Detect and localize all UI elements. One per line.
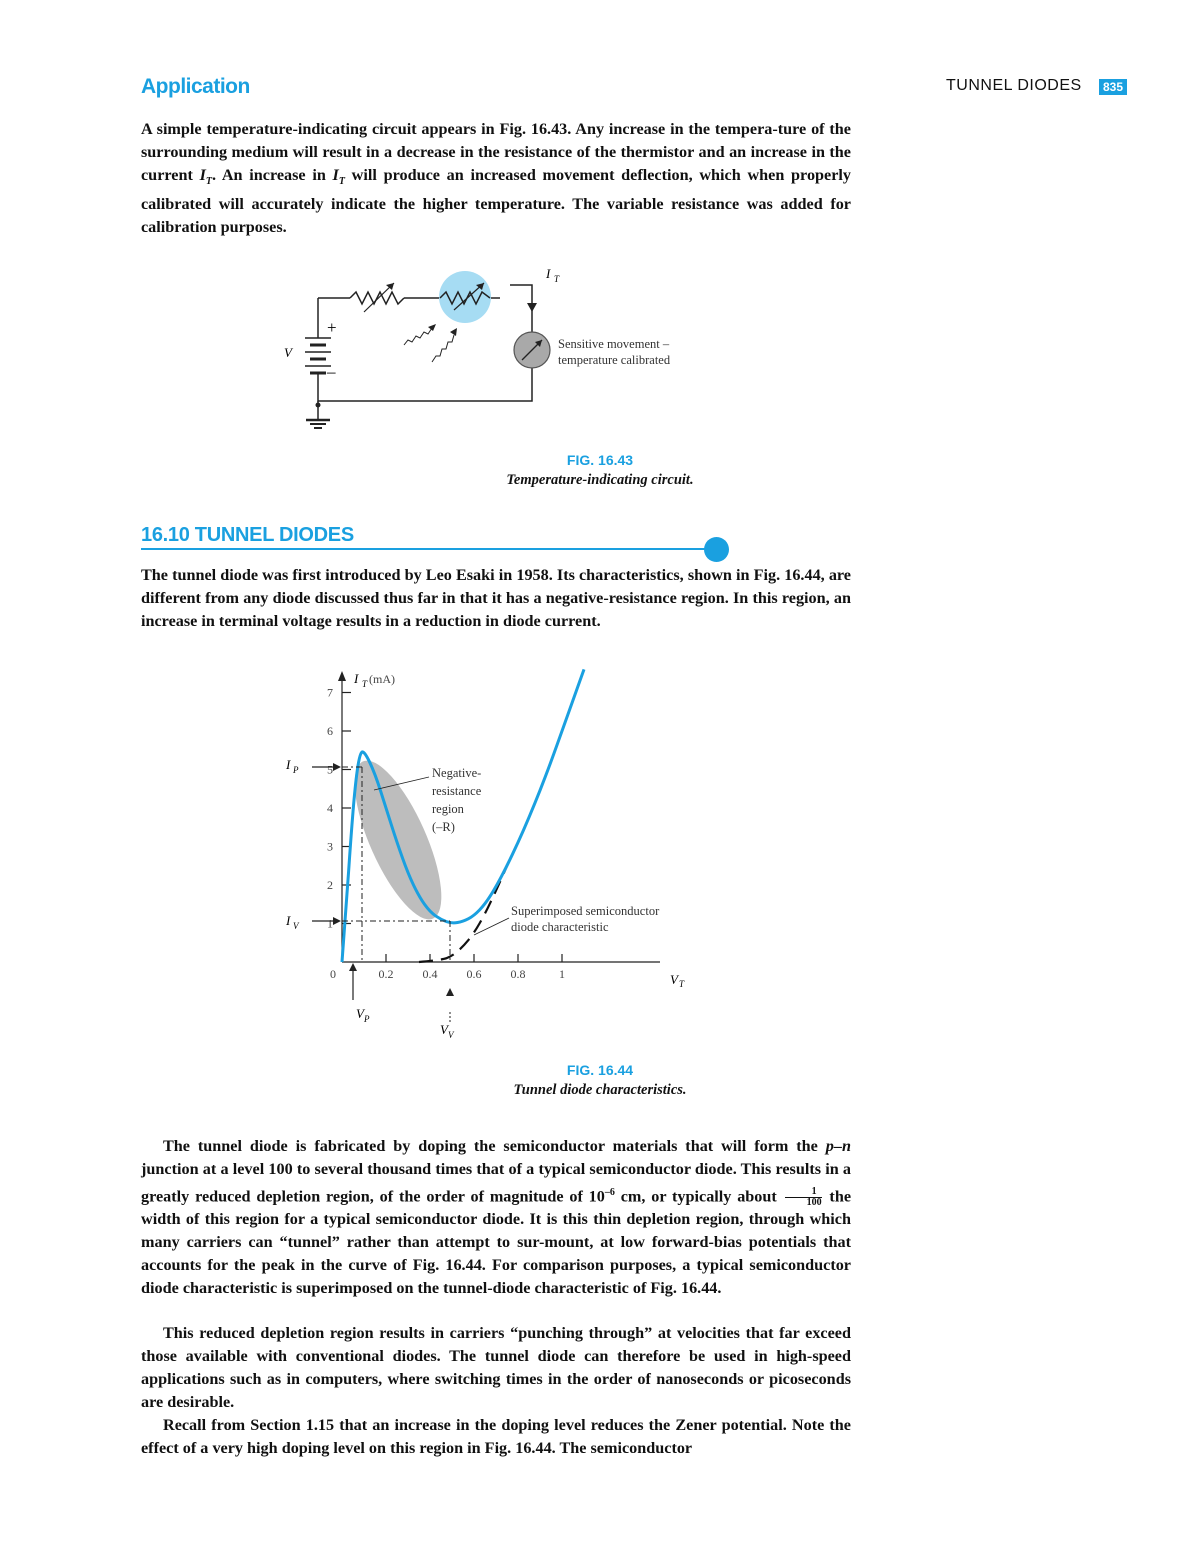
y-tick-label: 1	[327, 916, 333, 931]
fig-16-44-number: FIG. 16.44	[566, 1062, 634, 1078]
x-axis-label: V	[670, 972, 678, 987]
temperature-circuit-diagram	[270, 255, 720, 435]
iv-label: I	[286, 913, 291, 928]
body-paragraph-3: Recall from Section 1.15 that an increase in the doping level reduces the Zener potential. Note the effect of a very high doping level on this region in Fig. 16.44. The semiconductor	[141, 1416, 851, 1457]
fig-16-43-title: Temperature-indicating circuit.	[506, 472, 694, 488]
y-tick-label: 5	[327, 762, 333, 777]
y-tick-label: 2	[327, 878, 333, 892]
thermistor-highlight	[439, 271, 491, 323]
current-label: I	[546, 266, 551, 281]
y-axis-label: I	[354, 671, 359, 686]
body-paragraph-1: The tunnel diode is fabricated by doping the semiconductor materials that will form the p–n junction at a level 100 to several thousand times that of a typical semiconductor diode. This results in a greatly reduced depletion region, of the order of magnitude of $10^{-6}$ cm, or typically about $\frac{1}{100}$ the width of this region for a typical semiconductor diode. It is this thin depletion region, through which many carriers can “tunnel” rather than attempt to sur-mount, at low forward-bias potentials that accounts for the peak in the curve of Fig. 16.44. For comparison purposes, a typical semiconductor diode characteristic is superimposed on the tunnel-diode characteristic of Fig. 16.44.	[141, 1137, 852, 1298]
source-label: V	[284, 345, 292, 360]
svg-text:V: V	[448, 1030, 454, 1040]
y-tick-label: 7	[327, 685, 333, 700]
svg-text:T: T	[679, 979, 685, 989]
x-tick-label: 0.6	[466, 967, 482, 981]
meter-label-line2: temperature calibrated	[558, 353, 671, 367]
x-tick-label: 0	[330, 967, 336, 981]
vv-label: V	[440, 1022, 448, 1037]
fig-16-44-title: Tunnel diode characteristics.	[513, 1082, 687, 1098]
section-label: Application	[141, 75, 250, 98]
tunnel-diode-chart	[270, 660, 720, 1050]
tunnel-intro-paragraph: The tunnel diode was first introduced by Leo Esaki in 1958. Its characteristics, shown in Fig. 16.44, are different from any diode discussed thus far in that it has a negative-resistance region. In this region, an increase in terminal voltage results in a reduction in diode current.	[141, 566, 851, 630]
y-tick-label: 6	[327, 724, 333, 738]
minus-label: –	[327, 362, 336, 381]
svg-text:V: V	[293, 921, 299, 931]
section-heading: 16.10 TUNNEL DIODES	[141, 524, 354, 546]
body-paragraph-2: This reduced depletion region results in carriers “punching through” at velocities that far exceed those available with conventional diodes. The tunnel diode can therefore be used in high-speed applications such as in computers, where switching times in the order of nanoseconds or picoseconds are desirable.	[141, 1324, 851, 1411]
svg-text:(mA): (mA)	[369, 672, 395, 686]
fraction: $\frac{1}{100}$	[785, 1187, 822, 1208]
page-number: 835	[1099, 79, 1127, 95]
plus-label: +	[327, 318, 337, 337]
heading-dot	[704, 537, 729, 562]
meter-label-line1: Sensitive movement –	[558, 337, 670, 351]
y-tick-label: 3	[327, 839, 333, 854]
x-tick-label: 0.2	[378, 967, 394, 981]
svg-text:T: T	[554, 274, 560, 284]
x-tick-label: 0.8	[510, 967, 526, 981]
ip-label: I	[286, 757, 291, 772]
neg-resistance-label-3: region	[432, 802, 464, 816]
x-tick-label: 0.4	[422, 967, 438, 981]
x-tick-label: 1	[559, 967, 565, 981]
svg-text:T: T	[362, 679, 368, 689]
superimposed-label-1: Superimposed semiconductor	[511, 904, 660, 918]
svg-text:P: P	[293, 765, 299, 775]
application-paragraph: A simple temperature-indicating circuit appears in Fig. 16.43. Any increase in the tempera-ture of the surrounding medium will result in a decrease in the resistance of the thermistor and an increase in the current $I_T$. An increase in $I_T$ will produce an increased movement deflection, which when properly calibrated will accurately indicate the higher temperature. The variable resistance was added for calibration purposes.	[141, 120, 852, 237]
neg-resistance-label-1: Negative-	[432, 766, 482, 780]
svg-text:P: P	[364, 1014, 370, 1024]
fig-16-43-number: FIG. 16.43	[566, 452, 634, 468]
superimposed-label-2: diode characteristic	[511, 920, 609, 934]
running-head: TUNNEL DIODES	[946, 77, 1082, 94]
neg-resistance-label-2: resistance	[432, 784, 482, 798]
vp-label: V	[356, 1006, 364, 1021]
y-tick-label: 4	[327, 801, 333, 815]
heading-rule	[141, 548, 716, 550]
neg-resistance-label-4: (–R)	[432, 820, 455, 834]
